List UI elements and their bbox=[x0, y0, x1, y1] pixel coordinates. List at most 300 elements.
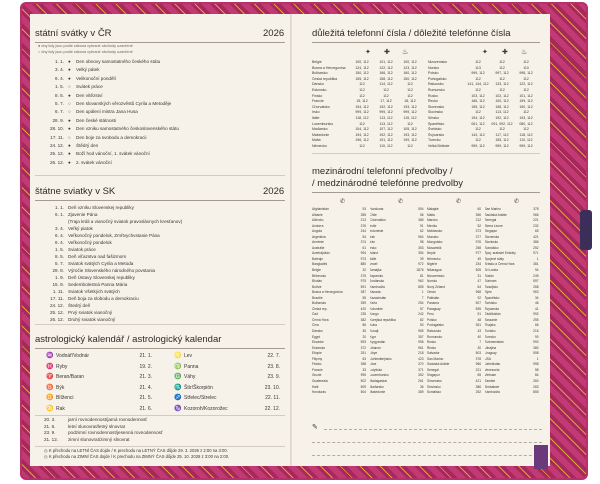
season-name: letní slunovrat/letný slnovrat bbox=[68, 423, 125, 429]
cz-holiday-row bbox=[38, 66, 179, 74]
emergency-number: 160, 112 bbox=[403, 71, 417, 76]
country-name: Řecko bbox=[427, 345, 437, 350]
note-line[interactable] bbox=[312, 455, 542, 456]
zodiac-row bbox=[172, 393, 280, 404]
dial-code: 962 bbox=[418, 279, 424, 284]
sk-holiday-row bbox=[38, 281, 182, 288]
cz-note-1: ● dny kdy jsou podle zákona vybrané obchody uzavřené bbox=[38, 44, 133, 48]
intl-codes-grid bbox=[312, 207, 542, 396]
country-name: Peru bbox=[427, 312, 434, 317]
intl-title-2: / medzinárodné telefónne predvolby bbox=[312, 178, 464, 189]
dial-code: 242 bbox=[418, 312, 424, 317]
dial-code: 389 bbox=[418, 390, 424, 395]
country-name: Malajsie bbox=[427, 207, 439, 211]
country-name: Černá Hora bbox=[312, 317, 329, 322]
sk-holiday-row bbox=[38, 288, 182, 295]
country-name: Švýcarsko bbox=[484, 306, 500, 311]
emergency-number: 122, 112 bbox=[519, 82, 533, 87]
emergency-number: 100, 112 bbox=[495, 99, 509, 104]
country-name: Norsko bbox=[427, 279, 438, 284]
country-name: Bolívie bbox=[312, 284, 322, 289]
holiday-name: Sviatok svätých Cyrila a Metoda bbox=[68, 261, 134, 266]
emergency-number: 155, 112 bbox=[355, 76, 369, 81]
country-name: Izrael bbox=[369, 262, 378, 267]
dial-code: 386 bbox=[475, 384, 481, 389]
holiday-date: 6. 7. bbox=[55, 109, 64, 115]
phone-row bbox=[428, 144, 542, 150]
country-name: Slovensko bbox=[484, 234, 500, 239]
dial-code: 92 bbox=[477, 295, 481, 300]
holiday-date: 25. 12. bbox=[49, 310, 64, 315]
holiday-name: Veľkonočný pondelok, Zmŕtvychvstanie Pána bbox=[68, 233, 160, 238]
zodiac-row bbox=[44, 372, 152, 383]
emergency-number: 112 bbox=[407, 82, 413, 87]
country-name: Finsko bbox=[312, 362, 322, 367]
emergency-number: 112 bbox=[523, 76, 529, 81]
country-name: Sri Lanka bbox=[484, 268, 498, 273]
country-name: Česká republika bbox=[312, 76, 338, 81]
phone-icon: ✆ bbox=[340, 199, 346, 205]
astro-signs-right bbox=[172, 351, 280, 415]
note-line[interactable] bbox=[324, 429, 542, 430]
emergency-number: 194, 112 bbox=[471, 115, 485, 120]
dial-code: 98 bbox=[419, 240, 424, 245]
phones-table-left bbox=[312, 60, 422, 150]
dial-code: 1 bbox=[536, 356, 539, 361]
emergency-number: 18, 112 bbox=[404, 99, 416, 104]
emergency-number: 112 bbox=[499, 87, 505, 92]
dial-code: 966 bbox=[475, 362, 481, 367]
holiday-name: Den obnovy samostatného českého státu bbox=[76, 59, 161, 64]
dial-code: 7 bbox=[421, 295, 424, 300]
season-name: zimní slunovrat/zimný slnovrat bbox=[68, 436, 130, 442]
dial-code: 91 bbox=[419, 223, 424, 228]
zodiac-date: 22. 7. bbox=[267, 353, 280, 359]
holiday-name: Den upálení mistra Jana Husa bbox=[76, 109, 138, 115]
country-name: Irsko bbox=[369, 245, 377, 250]
country-name: Španělsko bbox=[428, 121, 445, 126]
zodiac-sign-icon: ♌ bbox=[174, 353, 182, 359]
emergency-number: 112 bbox=[523, 110, 529, 115]
country-name: Singapur bbox=[484, 229, 498, 234]
country-name: Srbsko bbox=[428, 115, 439, 120]
country-name: Švédsko bbox=[484, 301, 497, 306]
dial-code: 260 bbox=[533, 378, 539, 383]
sk-holidays-year: 2026 bbox=[263, 186, 285, 197]
sk-holiday-row bbox=[38, 253, 182, 260]
emergency-number: 158, 112 bbox=[495, 104, 509, 109]
country-name: Zimbabwe bbox=[484, 384, 500, 389]
cz-holiday-row bbox=[38, 159, 179, 167]
emergency-number: 112 bbox=[499, 65, 505, 70]
country-name: Súrinam bbox=[484, 279, 497, 284]
country-name: Korejská republika bbox=[369, 317, 396, 322]
dial-code: 591 bbox=[360, 284, 366, 289]
seasons-list bbox=[44, 417, 163, 443]
dial-code: 370 bbox=[418, 362, 424, 367]
emergency-number: 105, 112 bbox=[403, 127, 417, 132]
country-name: Haiti bbox=[312, 384, 319, 389]
holiday-name: Sedembolestná Panna Mária bbox=[68, 282, 128, 287]
dial-code: 232 bbox=[533, 223, 539, 228]
dial-code: 358 bbox=[360, 362, 366, 367]
dst-winter: ◷ K přechodu na ZIMNÍ ČAS dojde / K prechodu na ZIMNÝ ČAS dôjde 25. 10. 2026 z 3:00 na 2:00. bbox=[44, 454, 230, 459]
dial-code: 880 bbox=[360, 262, 366, 267]
emergency-number: 113, 112 bbox=[379, 121, 393, 126]
country-name: Dánsko bbox=[312, 329, 323, 334]
dial-code: 36 bbox=[419, 384, 424, 389]
zodiac-sign-icon: ♉ bbox=[46, 384, 54, 391]
dial-code: 421 bbox=[533, 234, 539, 239]
left-page bbox=[30, 14, 292, 466]
holiday-date: 26. 12. bbox=[49, 159, 64, 165]
season-row bbox=[44, 437, 163, 444]
holiday-marker: ○ bbox=[68, 109, 71, 115]
country-name: Maroko bbox=[427, 218, 438, 223]
country-name: Indonésie bbox=[369, 229, 384, 234]
emergency-number: 112 bbox=[523, 87, 529, 92]
emergency-number: 112 bbox=[383, 93, 389, 98]
season-row bbox=[44, 430, 163, 437]
sk-holiday-row bbox=[38, 316, 182, 323]
divider bbox=[35, 348, 285, 349]
country-name: USA bbox=[484, 356, 492, 361]
dial-code: 387 bbox=[360, 290, 366, 295]
holiday-name: Den české státnosti bbox=[76, 117, 117, 123]
dial-code: 56 bbox=[419, 212, 424, 217]
dial-code: 65 bbox=[534, 229, 539, 234]
zodiac-date: 22. 12. bbox=[264, 405, 280, 412]
cz-holiday-row bbox=[38, 134, 179, 142]
country-name: Nizozemsko bbox=[427, 273, 445, 278]
holiday-date: 24. 12. bbox=[49, 143, 64, 149]
emergency-number: 144, 112 bbox=[471, 132, 485, 137]
dial-code: 32 bbox=[362, 268, 366, 273]
country-name: Kongo bbox=[369, 312, 379, 317]
phone-icon-row bbox=[312, 198, 542, 206]
country-name: Kazachstán bbox=[369, 295, 387, 300]
ribbon-bookmark[interactable] bbox=[534, 445, 548, 469]
holiday-name: Výročie Slovenského národného povstania bbox=[68, 268, 156, 273]
holiday-date: 1. 5. bbox=[55, 84, 64, 90]
emergency-number: 112 bbox=[359, 87, 365, 92]
fire-icon: ♨ bbox=[402, 49, 409, 56]
holiday-name: Den slovanských věrozvěstů Cyrila a Metoděje bbox=[76, 101, 172, 107]
holiday-marker: ● bbox=[68, 159, 71, 165]
holiday-date: 25. 12. bbox=[49, 151, 64, 157]
country-name: Kambodža bbox=[369, 284, 385, 289]
dial-code: 593 bbox=[360, 340, 366, 345]
emergency-number: 999, 112 bbox=[403, 110, 417, 115]
emergency-number: 150, 112 bbox=[403, 76, 417, 81]
dial-code: 39 bbox=[419, 256, 424, 261]
dial-code: 41 bbox=[534, 306, 539, 311]
country-name: Srbsko a Černá Hora bbox=[484, 262, 515, 267]
season-date: 21. 6. bbox=[44, 423, 56, 429]
sk-holiday-row bbox=[38, 218, 182, 225]
zodiac-date: 21. 4. bbox=[139, 384, 152, 391]
dial-code: 356 bbox=[475, 212, 481, 217]
holiday-marker: ● bbox=[68, 75, 71, 81]
dial-code: 595 bbox=[475, 306, 481, 311]
country-name: Indie bbox=[369, 223, 377, 228]
country-name: Itálie bbox=[369, 256, 377, 261]
zodiac-sign-icon: ♏ bbox=[174, 384, 182, 391]
country-name: Slovinsko bbox=[427, 384, 441, 389]
dial-code: 597 bbox=[533, 279, 539, 284]
holiday-name: Deň víťazstva nad fašizmom bbox=[68, 254, 127, 259]
intl-code-row bbox=[370, 390, 428, 396]
dial-code: 996 bbox=[418, 340, 424, 345]
holiday-date: 28. 9. bbox=[52, 117, 64, 123]
dial-code: 371 bbox=[418, 367, 424, 372]
country-name: Zambie bbox=[484, 378, 496, 383]
dial-code: 63 bbox=[362, 356, 366, 361]
emergency-number: 112 bbox=[407, 143, 413, 148]
phones-title: důležitá telefonní čísla / dôležité telefónne čísla bbox=[312, 28, 511, 39]
country-name: Nigérie bbox=[427, 262, 438, 267]
emergency-number: 112 bbox=[523, 60, 529, 64]
zodiac-sign-icon: ♊ bbox=[46, 395, 54, 402]
emergency-number: 194, 112 bbox=[355, 104, 369, 109]
dial-code: 1 bbox=[421, 290, 424, 295]
season-name: podzimní rovnodennost/jesenná rovnodennosť bbox=[68, 430, 163, 436]
country-name: Belgie bbox=[312, 60, 322, 64]
country-name: Gruzie bbox=[312, 373, 322, 378]
dial-code: 352 bbox=[418, 373, 424, 378]
emergency-number: 118, 112 bbox=[519, 132, 533, 137]
cz-holiday-row bbox=[38, 83, 179, 91]
holiday-marker: ○ bbox=[68, 84, 71, 90]
holiday-name: Sviatok Všetkých svätých bbox=[68, 289, 120, 294]
emergency-number: 112 bbox=[383, 87, 389, 92]
sk-holiday-row bbox=[38, 204, 182, 211]
country-name: Argentina bbox=[312, 234, 326, 239]
holiday-date: 15. 9. bbox=[52, 282, 64, 287]
emergency-number: 118, 112 bbox=[355, 115, 369, 120]
country-name: Turecko bbox=[428, 138, 441, 143]
country-name: Moldavsko bbox=[427, 229, 443, 234]
divider bbox=[35, 175, 285, 176]
clock-icon: ◷ bbox=[44, 448, 48, 453]
season-date: 21. 12. bbox=[44, 436, 59, 442]
country-name: Jamajka bbox=[369, 268, 382, 273]
country-name: Austrálie bbox=[312, 245, 325, 250]
country-name: Guatemala bbox=[312, 378, 328, 383]
dial-code: 66 bbox=[534, 323, 539, 328]
country-name: Angola bbox=[312, 229, 322, 234]
country-name: Libye bbox=[369, 351, 378, 356]
zodiac-name: Panna bbox=[184, 363, 199, 370]
dial-code: 357 bbox=[418, 334, 424, 339]
dial-code: 57 bbox=[419, 306, 424, 311]
holiday-name: Den vzniku samostatného československého státu bbox=[76, 126, 179, 132]
country-name: Albánie bbox=[312, 212, 323, 217]
country-name: Portugalsko bbox=[427, 323, 444, 328]
zodiac-date: 23. 10. bbox=[264, 384, 280, 391]
divider bbox=[35, 42, 285, 43]
dial-code: 54 bbox=[362, 234, 366, 239]
country-name: Honduras bbox=[312, 390, 326, 395]
sk-holiday-row bbox=[38, 232, 182, 239]
emergency-number: 999, 112 bbox=[471, 143, 485, 148]
divider bbox=[35, 324, 285, 325]
dial-code: 598 bbox=[533, 351, 539, 356]
country-name: Etiopie bbox=[312, 351, 322, 356]
cz-holidays-title: státní svátky v ČR bbox=[35, 28, 112, 39]
emergency-number: 080, 112 bbox=[519, 121, 533, 126]
dial-code: 354 bbox=[418, 251, 424, 256]
season-row bbox=[44, 424, 163, 431]
emergency-number: 199, 112 bbox=[403, 138, 417, 143]
zodiac-date: 19. 2. bbox=[139, 363, 152, 370]
emergency-number: 112 bbox=[475, 60, 481, 64]
country-name: Ukrajina bbox=[484, 345, 497, 350]
dial-code: 93 bbox=[362, 207, 366, 211]
country-name: Maďarsko bbox=[369, 384, 384, 389]
dial-code: 40 bbox=[477, 334, 481, 339]
holiday-name: Zjavenie Pána bbox=[68, 212, 98, 217]
dial-code: 378 bbox=[533, 207, 539, 211]
dial-code: 62 bbox=[419, 229, 424, 234]
holiday-name: Veľký piatok bbox=[68, 226, 93, 231]
country-name: Írán bbox=[369, 240, 375, 245]
country-name: Andorra bbox=[312, 223, 324, 228]
dial-code: 84 bbox=[534, 373, 539, 378]
dial-code: 234 bbox=[475, 262, 481, 267]
zodiac-date: 21. 1. bbox=[139, 353, 152, 359]
zodiac-sign-icon: ♓ bbox=[46, 363, 54, 370]
note-line[interactable] bbox=[312, 442, 542, 443]
zodiac-row bbox=[44, 393, 152, 404]
dial-code: 212 bbox=[475, 218, 481, 223]
country-name: Bosna a Hercegovina bbox=[312, 290, 343, 295]
zodiac-name: Střelec/Strelec bbox=[184, 395, 217, 402]
cz-holiday-row bbox=[38, 125, 179, 133]
country-name: Pákistán bbox=[427, 295, 440, 300]
emergency-number: 123, 112 bbox=[403, 65, 417, 70]
country-name: Finsko bbox=[312, 93, 323, 98]
dial-code: 48 bbox=[477, 317, 481, 322]
sk-holiday-row bbox=[38, 295, 182, 302]
holiday-date: 3. 4. bbox=[55, 226, 64, 231]
zodiac-row bbox=[44, 362, 152, 373]
holiday-name: Deň boja za slobodu a demokraciu bbox=[68, 296, 139, 301]
police-icon: ✦ bbox=[365, 49, 371, 56]
cz-holiday-row bbox=[38, 92, 179, 100]
emergency-number: 999, 112 bbox=[519, 143, 533, 148]
holiday-date: 8. 5. bbox=[55, 92, 64, 98]
zodiac-row bbox=[44, 404, 152, 415]
holiday-marker: ● bbox=[68, 67, 71, 73]
holiday-name: Velikonoční pondělí bbox=[76, 75, 116, 81]
zodiac-name: Lev bbox=[184, 353, 193, 359]
holiday-date: 1. 5. bbox=[55, 247, 64, 252]
country-name: Rumunsko bbox=[427, 334, 443, 339]
cz-holidays-year: 2026 bbox=[263, 28, 285, 39]
holiday-date: 26. 12. bbox=[49, 317, 64, 322]
sk-holiday-row bbox=[38, 309, 182, 316]
country-name: Litva bbox=[369, 362, 377, 367]
dial-code: 505 bbox=[475, 268, 481, 273]
emergency-number: 110, 112 bbox=[379, 143, 393, 148]
zodiac-date: 21. 6. bbox=[139, 405, 152, 412]
country-name: San Marino bbox=[484, 207, 501, 211]
dial-code: 46 bbox=[534, 301, 539, 306]
emergency-number: 113, 112 bbox=[495, 110, 509, 115]
emergency-number: 112 bbox=[407, 93, 413, 98]
dial-code: 374 bbox=[360, 240, 366, 245]
country-name: Portugalsko bbox=[428, 76, 447, 81]
sk-holiday-list bbox=[38, 204, 182, 323]
country-name: Thajsko bbox=[484, 323, 496, 328]
country-name: Filipíny bbox=[312, 356, 323, 361]
phone-row bbox=[312, 144, 422, 150]
emergency-number: 112 bbox=[359, 93, 365, 98]
emergency-number: 193, 112 bbox=[403, 104, 417, 109]
elastic-band[interactable] bbox=[580, 210, 592, 250]
country-name: Saúdská Arábie bbox=[427, 362, 450, 367]
dial-code: 973 bbox=[360, 256, 366, 261]
holiday-date: 8. 5. bbox=[55, 254, 64, 259]
season-date: 20. 3. bbox=[44, 417, 56, 422]
country-name: Mongolsko bbox=[427, 240, 443, 245]
dial-code: 977 bbox=[475, 251, 481, 256]
divider bbox=[312, 42, 540, 43]
country-name: Kolumbie bbox=[369, 306, 383, 311]
country-name: Uruguay bbox=[484, 351, 497, 356]
emergency-number: 133, 112 bbox=[495, 82, 509, 87]
dial-code: 47 bbox=[477, 279, 481, 284]
country-name: Rusko bbox=[428, 93, 438, 98]
dial-code: 249 bbox=[533, 273, 539, 278]
holiday-date: 24. 12. bbox=[49, 303, 64, 308]
season-row bbox=[44, 417, 163, 424]
emergency-number: 112 bbox=[475, 127, 481, 132]
dial-code: 64 bbox=[477, 284, 481, 289]
divider bbox=[35, 200, 285, 201]
dial-code: 251 bbox=[360, 351, 366, 356]
country-name: Francie bbox=[312, 367, 323, 372]
phone-icon: ✆ bbox=[456, 199, 462, 205]
country-name: Svazijsko bbox=[484, 284, 498, 289]
country-name: Singapur bbox=[427, 373, 440, 378]
holiday-marker: ● bbox=[68, 117, 71, 123]
country-name: Nikaragua bbox=[427, 268, 442, 273]
country-name: Venezuela bbox=[484, 367, 500, 372]
right-page bbox=[292, 14, 550, 466]
dial-code: 994 bbox=[360, 251, 366, 256]
emergency-number: 999, 112 bbox=[355, 110, 369, 115]
dial-code: 855 bbox=[418, 284, 424, 289]
country-name: Slovinsko bbox=[428, 110, 443, 115]
dial-code: 995 bbox=[360, 373, 366, 378]
dial-code: 1876 bbox=[416, 268, 424, 273]
country-name: Alžírsko bbox=[312, 218, 324, 223]
country-name: Kuba bbox=[369, 323, 377, 328]
pencil-icon: ✎ bbox=[312, 424, 318, 431]
country-name: Spojené státy bbox=[484, 256, 504, 261]
country-name: Bulharsko bbox=[312, 301, 327, 306]
zodiac-date: 21. 5. bbox=[139, 395, 152, 402]
country-name: Turecko bbox=[484, 334, 496, 339]
holiday-date: 5. 7. bbox=[55, 261, 64, 266]
emergency-number: 113 bbox=[475, 65, 481, 70]
dial-code: 90 bbox=[534, 334, 539, 339]
zodiac-row bbox=[44, 351, 152, 362]
country-name: Paraguay bbox=[427, 306, 441, 311]
emergency-number: 113, 112 bbox=[379, 115, 393, 120]
